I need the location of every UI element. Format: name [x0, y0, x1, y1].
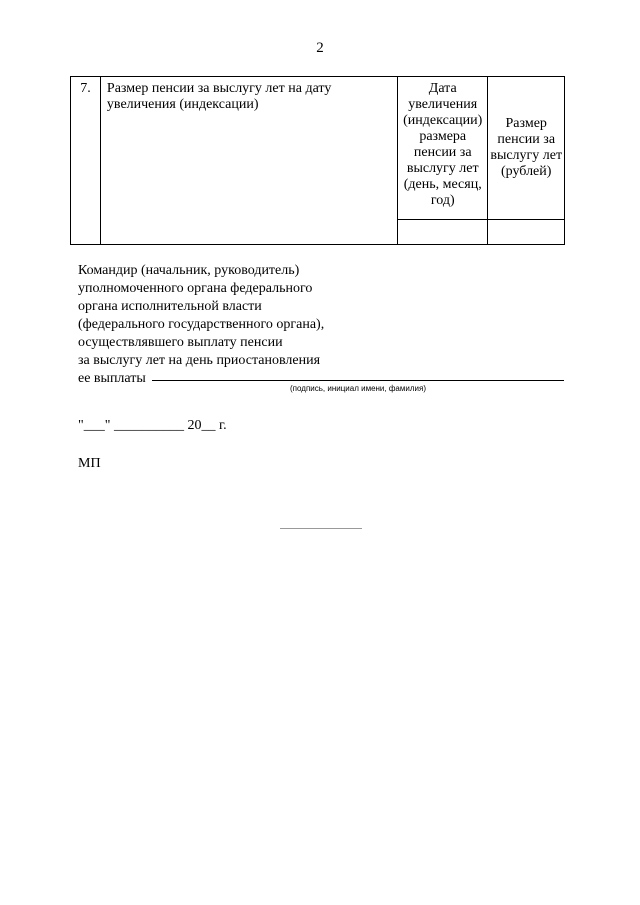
date-column-header: Дата увеличения (индексации) размера пенсии за выслугу лет (день, месяц, год)	[398, 77, 488, 220]
signature-field[interactable]	[152, 380, 564, 381]
signatory-line: Командир (начальник, руководитель)	[78, 263, 300, 278]
day-blank[interactable]: ___	[83, 418, 105, 433]
amount-column-header: Размер пенсии за выслугу лет (рублей)	[488, 77, 565, 220]
signatory-line: уполномоченного органа федерального	[78, 281, 313, 296]
page-number: 2	[316, 40, 324, 56]
signatory-line: осуществлявшего выплату пенсии	[78, 335, 283, 350]
stamp-placeholder: МП	[78, 456, 101, 471]
pension-table	[70, 76, 565, 245]
row-description: Размер пенсии за выслугу лет на дату увеличения (индексации)	[100, 77, 397, 245]
signature-caption: (подпись, инициал имени, фамилия)	[290, 384, 426, 393]
date-value-field[interactable]	[398, 219, 488, 244]
date-line	[78, 418, 227, 434]
date-close-quote: "	[104, 418, 111, 433]
end-divider	[280, 528, 362, 529]
signatory-line: органа исполнительной власти	[78, 299, 262, 314]
date-open-quote: "	[78, 418, 84, 433]
signatory-line: (федерального государственного органа),	[78, 317, 325, 332]
table-row	[71, 77, 565, 220]
year-suffix: г.	[218, 418, 227, 433]
signatory-block	[78, 262, 324, 388]
month-blank[interactable]: __________	[113, 418, 184, 433]
year-blank[interactable]: __	[201, 418, 216, 433]
year-prefix: 20	[187, 418, 202, 433]
row-number: 7.	[71, 77, 101, 245]
signatory-line: за выслугу лет на день приостановления	[78, 353, 321, 368]
signatory-line: ее выплаты	[78, 371, 146, 386]
amount-value-field[interactable]	[488, 219, 565, 244]
